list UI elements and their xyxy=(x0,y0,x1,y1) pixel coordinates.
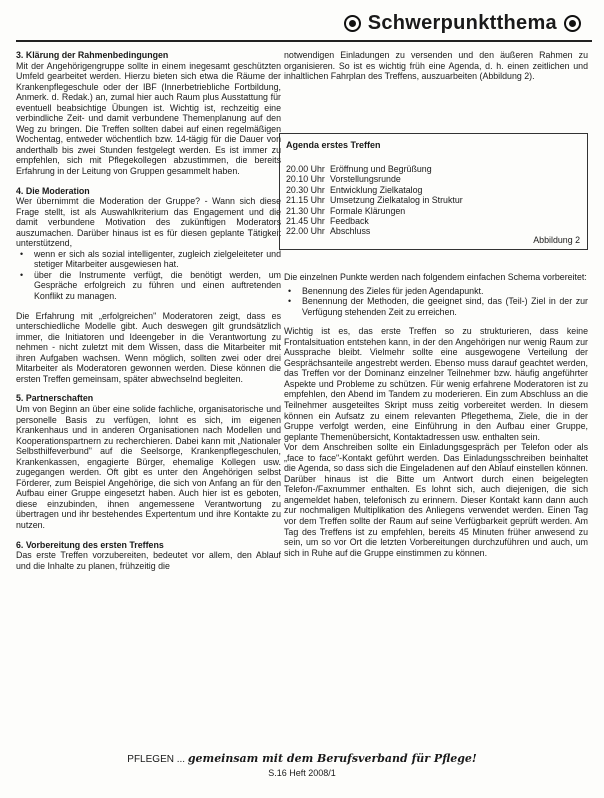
agenda-time: 21.15 Uhr xyxy=(286,195,325,206)
list-item: • Benennung der Methoden, die geeignet sind, das (Teil-) Ziel in der zur Verfügung stehenden Zeit zu erreichen. xyxy=(284,296,588,317)
figure-caption: Abbildung 2 xyxy=(533,235,580,245)
right-column-lower xyxy=(284,272,588,567)
section-4-list xyxy=(16,249,281,302)
schema-intro: Die einzelnen Punkte werden nach folgendem einfachen Schema vorbereitet: xyxy=(284,272,587,282)
list-item: • wenn er sich als sozial intelligenter, zugleich zielgeleiteter und stetiger Mitarbeiter ausgewiesen hat. xyxy=(16,249,281,270)
agenda-figure xyxy=(279,133,588,250)
agenda-time: 21.45 Uhr xyxy=(286,216,325,227)
section-3-text: Mit der Angehörigengruppe sollte in einem inegesamt geschützten Umfeld gearbeitet werden. Hierzu bieten sich etwa die Räume der Krankenpflegeschule oder der IBF (Innerbetriebliche Fortbildung, Anmerk. d. Redak.) an, zumal hier auch Raum plus Ausstattung für eventuell beabsichtige Übungen ist. Wichtig ist, rechzeitig eine verbindliche Zeit- und damit verbundene Themenplanung auf den Weg zu bringen. Die Treffen sollten dabei auf einen regelmäßigen Wochentag, entweder wöchentlich bzw. 14-tägig für die Dauer von anderthalb bis zwei Stunden festgelegt werden. Es ist immer zu empfehlen, sich mit Pflegekollegen abzustimmen, die bereits Erfahrung in der Leitung von Gruppen gesammelt haben. xyxy=(16,60,281,177)
section-4-text: Wer übernimmt die Moderation der Gruppe? - Wann sich diese Frage stellt, ist als Auswahlkriterium das Engagement und die damit verbundene Motivation des zukünftigen Moderators auszumachen. Darüber hinaus ist es für diesen geplante Tätigkeit unterstützend, xyxy=(16,196,281,249)
agenda-item: Eröffnung und Begrüßung xyxy=(330,164,432,174)
agenda-item: Vorstellungsrunde xyxy=(330,174,401,185)
agenda-title: Agenda erstes Treffen xyxy=(286,140,381,150)
intro-text: notwendigen Einladungen zu versenden und den äußeren Rahmen zu organisieren. So ist es wichtig früh eine Agenda, d. h. einen zeitlichen und inhaltlichen Fahrplan des Treffens, auszuarbeiten (Abbildung 2). xyxy=(284,50,588,82)
agenda-time: 22.00 Uhr xyxy=(286,226,325,237)
footer-lead: PFLEGEN ... xyxy=(127,754,186,765)
agenda-row xyxy=(286,216,581,226)
schema-list xyxy=(284,286,588,318)
bullet-icon-right xyxy=(564,15,581,32)
agenda-item: Feedback xyxy=(330,216,369,227)
agenda-row xyxy=(286,195,581,205)
page-header xyxy=(16,8,588,38)
footer-slogan xyxy=(0,752,604,765)
agenda-time: 20.30 Uhr xyxy=(286,184,325,195)
agenda-item: Formale Klärungen xyxy=(330,205,406,216)
list-item: • über die Instrumente verfügt, die benötigt werden, um Gespräche erfolgreich zu führen und einen auftretenden Konflikt zu managen. xyxy=(16,270,281,302)
agenda-time: 20.00 Uhr xyxy=(286,164,325,174)
section-5-text: Um von Beginn an über eine solide fachliche, organisatorische und personelle Basis zu verfügen, lohnt es sich, im eigenen Krankenhaus und in anderen Organisationen nach Modellen und Kooperationspartnern zu recherchieren. Dabei kann mit „Nationaler Selbsthilfeverbund" auf die Seelsorge, Krankenpflegeschulen, Krankenkassen, engagierte Bürger, ehemalige Kollegen usw. zugegangen werden. Oft gibt es unter den Angehörigen selbst Förderer, zum Beispiel Angehörige, die sich von Anfang an für den Aufbau einer Gruppe eingesetzt haben. Auch hier ist es geboten, diese einzubinden, ihnen angemessene Verantwortung zu übertragen und ihr bestehendes Expertentum und ihre Kontakte zu nutzen. xyxy=(16,403,281,530)
left-column xyxy=(16,50,281,580)
agenda-item: Entwicklung Zielkatalog xyxy=(330,184,423,195)
right-column-top xyxy=(284,50,588,91)
section-title: Schwerpunktthema xyxy=(367,11,557,34)
agenda-time: 20.10 Uhr xyxy=(286,174,325,185)
section-3-heading: 3. Klärung der Rahmenbedingungen xyxy=(16,50,169,60)
footer-slogan-text: gemeinsam mit dem Berufsverband für Pflege! xyxy=(187,752,477,765)
agenda-row xyxy=(286,206,581,216)
main-text-2: Vor dem Anschreiben sollte ein Einladungsgespräch per Telefon oder als „face to face"-Kontakt geführt werden. Das Einladungsschreiben beinhaltet die Agenda, so dass sich die Eingeladenen auf den Ablauf einstellen können. Darüber hinaus ist die Bitte um Antwort durch einen beigelegten Telefon-/Faxnummer enthalten. Es lohnt sich, auch diejenigen, die sich angemeldet haben, telefonisch zu erinnern. Dieser Kontakt kann dann auch zur nochmaligen Multiplikation des Anliegens verwendet werden. Einen Tag vor dem Treffen sollte der Raum auf seine Verfügbarkeit geprüft werden. Am Tag des Treffens ist zu empfehlen, bereits 45 Minuten früher anwesend zu sein, um so vor Ort die letzten Vorbereitungen durchzuführen und auch, um sich in Ruhe auf die Gruppe einstimmen zu können. xyxy=(284,442,588,558)
agenda-time: 21.30 Uhr xyxy=(286,205,325,216)
agenda-row xyxy=(286,185,581,195)
agenda-item: Abschluss xyxy=(330,226,371,237)
section-6-heading: 6. Vorbereitung des ersten Treffens xyxy=(16,539,164,550)
agenda-item: Umsetzung Zielkatalog in Struktur xyxy=(330,195,463,206)
list-item: • Benennung des Zieles für jeden Agendapunkt. xyxy=(284,286,588,297)
agenda-row xyxy=(286,164,581,174)
section-4-text-2: Die Erfahrung mit „erfolgreichen" Moderatoren zeigt, dass es unterschiedliche Modelle gibt. Auch deswegen gilt grundsätzlich immer, die Initiatoren und Ideengeber in die Verantwortung zu nehmen - nicht zuletzt mit dem Wissen, dass die Mitarbeiter mit ihren Aufgaben wachsen. Wenn möglich, sollten zwei oder drei Mitarbeiter als Moderatoren gewonnen werden. Diese können die ersten Treffen gemeinsam, später abwechselnd begleiten. xyxy=(16,310,281,384)
header-rule xyxy=(16,40,592,42)
main-text: Wichtig ist es, das erste Treffen so zu strukturieren, dass keine Frontalsituation entstehen kann, in der den Angehörigen nur wenig Raum zur Aussprache bleibt. Vielmehr sollte eine ausgewogene Verteilung der Gesprächsanteile angestrebt werden. Ebenso muss darauf geachtet werden, das Treffen vor der Dominanz einzelner Teilnehmer bzw. häufig angeführter Aspekte und Probleme zu schützen. Für wenig erfahrene Moderatoren ist zu empfehlen, den Abend im Tandem zu moderieren. Ein zum Abschluss an die Teilnehmer ausgeteiltes Skript muss zeitig vorbereitet werden. In diesem können ein Aufsatz zu einem relevanten Pflegethema, Ziele, die in der Gruppe verfolgt werden, eine Einführung in den Aufbau einer Gruppe, geplante Themenübersicht, Kontaktadressen usw. enthalten sein. xyxy=(284,326,588,442)
section-4-heading: 4. Die Moderation xyxy=(16,185,90,196)
section-5-heading: 5. Partnerschaften xyxy=(16,393,94,404)
page-number: S.16 Heft 2008/1 xyxy=(268,768,336,778)
agenda-row xyxy=(286,174,581,184)
section-6-text: Das erste Treffen vorzubereiten, bedeutet vor allem, den Ablauf und die Inhalte zu planen, frühzeitig die xyxy=(16,550,281,571)
bullet-icon-left xyxy=(344,15,361,32)
